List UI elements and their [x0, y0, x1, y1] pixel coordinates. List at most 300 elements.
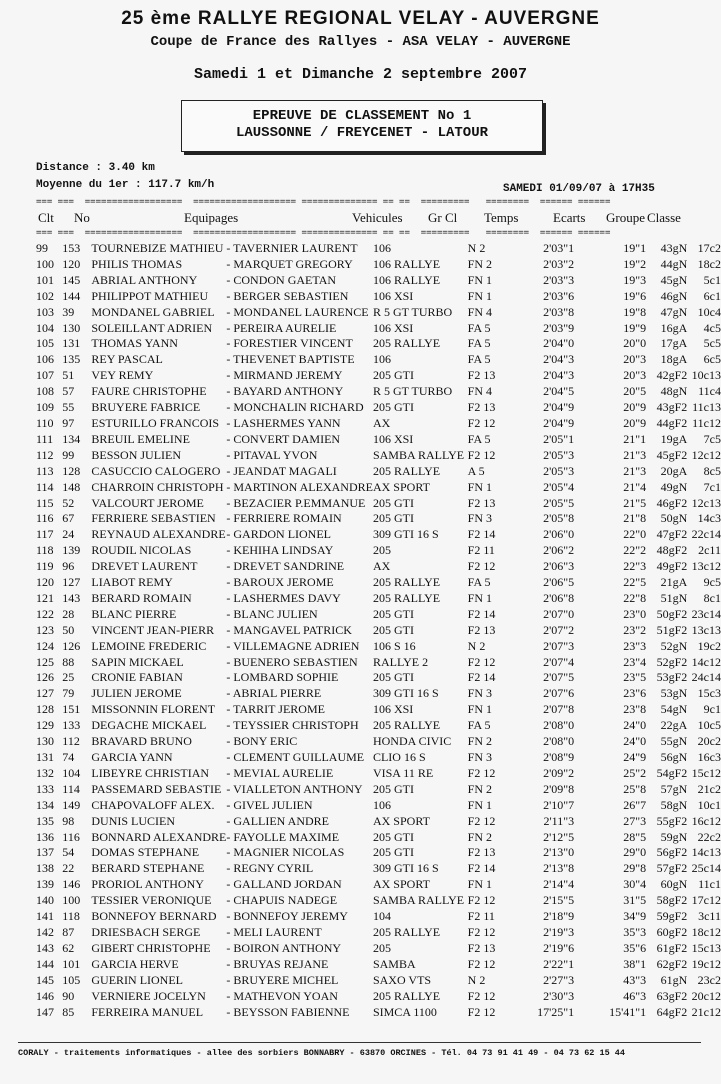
group-class-cell: FA 5	[467, 352, 491, 367]
col-crew: Equipages	[184, 210, 239, 225]
vehicle-cell: AX SPORT	[372, 813, 430, 828]
rank-cell: 127	[36, 686, 54, 701]
group-class-cell: F2 13	[467, 845, 496, 860]
vehicle-cell: CLIO 16 S	[372, 750, 426, 764]
driver-cell: PHILIPPOT MATHIEU	[91, 288, 209, 303]
time-cell: 17'25"1	[537, 1004, 575, 1019]
group-rank-cell: 17gA	[660, 336, 688, 351]
car-number-cell: 62	[62, 940, 75, 955]
time-cell: 2'22"1	[543, 956, 575, 971]
driver-cell: VALCOURT JEROME	[91, 495, 204, 510]
driver-cell: LIABOT REMY	[91, 575, 173, 590]
table-row	[36, 718, 721, 734]
car-number-cell: 146	[62, 877, 81, 892]
group-class-cell: FN 1	[467, 479, 492, 494]
time-cell: 2'09"2	[543, 765, 575, 780]
time-cell: 2'08"9	[543, 750, 575, 764]
codriver-cell: - BEZACIER P.EMMANUE	[226, 495, 366, 510]
rank-cell: 145	[36, 972, 54, 987]
vehicle-cell: 309 GTI 16 S	[372, 686, 439, 701]
rank-cell: 140	[36, 893, 54, 908]
group-class-cell: F2 14	[467, 861, 496, 876]
class-rank-cell: 16c12	[691, 813, 721, 828]
rank-cell: 119	[36, 559, 54, 574]
group-rank-cell: 47gN	[660, 304, 688, 319]
codriver-cell: - CONDON GAETAN	[226, 272, 337, 287]
gap-cell: 24"0	[623, 718, 647, 733]
class-rank-cell: 10c1	[697, 797, 721, 812]
table-row	[36, 909, 721, 925]
rank-cell: 141	[36, 909, 54, 924]
stage-route: LAUSSONNE / FREYCENET - LATOUR	[235, 125, 489, 141]
rank-cell: 135	[36, 813, 54, 828]
group-class-cell: F2 12	[467, 893, 496, 908]
group-class-cell: FN 1	[467, 272, 492, 287]
codriver-cell: - BUENERO SEBASTIEN	[226, 654, 358, 669]
codriver-cell: - GALLAND JORDAN	[226, 877, 342, 892]
table-row	[36, 782, 721, 798]
gap-cell: 22"8	[623, 590, 647, 605]
group-rank-cell: 50gF2	[656, 606, 688, 621]
group-rank-cell: 21gA	[660, 575, 688, 590]
car-number-cell: 51	[62, 368, 75, 383]
group-rank-cell: 55gN	[660, 734, 688, 749]
time-cell: 2'13"8	[543, 861, 575, 876]
car-number-cell: 90	[62, 988, 75, 1003]
group-class-cell: F2 12	[467, 559, 496, 574]
class-rank-cell: 17c12	[691, 893, 721, 908]
vehicle-cell: 205 GTI	[372, 368, 414, 383]
driver-cell: DUNIS LUCIEN	[91, 813, 176, 828]
car-number-cell: 22	[62, 861, 75, 876]
gap-cell: 30"4	[623, 877, 647, 892]
driver-cell: ESTURILLO FRANCOIS	[91, 415, 220, 430]
driver-cell: BLANC PIERRE	[91, 606, 177, 621]
gap-cell: 35"3	[623, 924, 647, 939]
group-class-cell: F2 13	[467, 495, 496, 510]
group-class-cell: FN 1	[467, 797, 492, 812]
group-class-cell: FN 3	[467, 750, 492, 764]
codriver-cell: - LOMBARD SOPHIE	[226, 670, 339, 685]
driver-cell: FAURE CHRISTOPHE	[91, 384, 207, 399]
group-rank-cell: 56gF2	[656, 845, 688, 860]
time-cell: 2'03"3	[543, 272, 575, 287]
table-row	[36, 257, 721, 273]
rank-cell: 103	[36, 304, 54, 319]
gap-cell: 28"5	[623, 829, 647, 844]
rank-cell: 111	[36, 431, 54, 446]
gap-cell: 23"5	[623, 670, 647, 685]
table-row	[36, 480, 721, 496]
group-class-cell: FA 5	[467, 320, 491, 335]
class-rank-cell: 11c1	[698, 877, 721, 892]
table-row	[36, 766, 721, 782]
group-class-cell: F2 12	[467, 765, 496, 780]
codriver-cell: - MANGAVEL PATRICK	[226, 622, 352, 637]
driver-cell: BONNARD ALEXANDRE	[91, 829, 227, 844]
codriver-cell: - BRUYAS REJANE	[226, 956, 329, 971]
group-class-cell: F2 12	[467, 924, 496, 939]
rank-cell: 109	[36, 400, 54, 415]
time-cell: 2'07"8	[543, 702, 575, 717]
group-class-cell: F2 11	[467, 909, 495, 924]
table-row	[36, 575, 721, 591]
car-number-cell: 114	[62, 781, 80, 796]
class-rank-cell: 21c12	[691, 1004, 721, 1019]
group-rank-cell: 57gF2	[656, 861, 688, 876]
class-rank-cell: 19c12	[691, 956, 721, 971]
gap-cell: 27"3	[623, 813, 647, 828]
driver-cell: VERNIERE JOCELYN	[91, 988, 206, 1003]
group-class-cell: F2 12	[467, 654, 496, 669]
time-cell: 2'03"6	[543, 288, 575, 303]
codriver-cell: - KEHIHA LINDSAY	[226, 543, 334, 558]
col-class: Classe	[647, 210, 681, 225]
codriver-cell: - BERGER SEBASTIEN	[226, 288, 349, 303]
driver-cell: BERARD STEPHANE	[91, 861, 205, 876]
driver-cell: GUERIN LIONEL	[91, 972, 184, 987]
results-table	[36, 241, 721, 1020]
car-number-cell: 105	[62, 972, 81, 987]
time-cell: 2'05"3	[543, 447, 575, 462]
class-rank-cell: 21c2	[697, 781, 721, 796]
table-row	[36, 448, 721, 464]
codriver-cell: - JEANDAT MAGALI	[226, 463, 337, 478]
group-class-cell: FN 1	[467, 590, 492, 605]
time-cell: 2'07"3	[543, 638, 575, 653]
car-number-cell: 24	[62, 527, 75, 542]
vehicle-cell: 205 GTI	[372, 622, 414, 637]
driver-cell: VINCENT JEAN-PIERR	[91, 622, 215, 637]
time-cell: 2'05"4	[543, 479, 575, 494]
rank-cell: 115	[36, 495, 54, 510]
driver-cell: BRAVARD BRUNO	[91, 734, 192, 749]
codriver-cell: - VIALLETON ANTHONY	[226, 781, 363, 796]
table-row	[36, 989, 721, 1005]
time-cell: 2'03"9	[543, 320, 575, 335]
time-cell: 2'06"8	[543, 590, 575, 605]
rank-cell: 120	[36, 575, 54, 590]
rank-cell: 131	[36, 750, 54, 764]
vehicle-cell: SIMCA 1100	[372, 1004, 437, 1019]
rank-cell: 130	[36, 734, 54, 749]
gap-cell: 31"5	[623, 893, 647, 908]
codriver-cell: - BAROUX JEROME	[226, 575, 334, 590]
driver-cell: BONNEFOY BERNARD	[91, 909, 217, 924]
gap-cell: 34"9	[623, 909, 647, 924]
car-number-cell: 148	[62, 479, 81, 494]
gap-cell: 24"9	[623, 750, 647, 764]
time-cell: 2'04"3	[543, 368, 575, 383]
group-rank-cell: 53gN	[660, 686, 688, 701]
vehicle-cell: 205 RALLYE	[372, 718, 441, 733]
group-rank-cell: 46gN	[660, 288, 688, 303]
class-rank-cell: 11c13	[692, 400, 721, 415]
gap-cell: 23"8	[623, 702, 647, 717]
vehicle-cell: 205 RALLYE	[372, 988, 441, 1003]
class-rank-cell: 6c5	[703, 352, 721, 367]
time-cell: 2'27"3	[543, 972, 575, 987]
driver-cell: BRUYERE FABRICE	[91, 400, 201, 415]
gap-cell: 23"4	[623, 654, 647, 669]
table-row	[36, 591, 721, 607]
group-rank-cell: 22gA	[660, 718, 688, 733]
group-rank-cell: 62gF2	[656, 956, 688, 971]
class-rank-cell: 17c2	[697, 241, 721, 255]
group-class-cell: FN 4	[467, 304, 492, 319]
time-cell: 2'11"3	[543, 813, 575, 828]
group-rank-cell: 49gN	[660, 479, 688, 494]
class-rank-cell: 19c2	[697, 638, 721, 653]
codriver-cell: - LASHERMES YANN	[226, 415, 341, 430]
rank-cell: 101	[36, 272, 54, 287]
group-rank-cell: 20gA	[660, 463, 688, 478]
table-row	[36, 670, 721, 686]
car-number-cell: 112	[62, 734, 80, 749]
driver-cell: REYNAUD ALEXANDRE	[91, 527, 226, 542]
vehicle-cell: 205 GTI	[372, 845, 414, 860]
vehicle-cell: VISA 11 RE	[372, 765, 434, 780]
codriver-cell: - BONY ERIC	[226, 734, 298, 749]
rank-cell: 143	[36, 940, 54, 955]
class-rank-cell: 22c14	[691, 527, 721, 542]
gap-cell: 43"3	[623, 972, 647, 987]
class-rank-cell: 10c4	[697, 304, 721, 319]
rank-cell: 113	[36, 463, 54, 478]
class-rank-cell: 5c5	[703, 336, 721, 351]
vehicle-cell: AX SPORT	[372, 877, 430, 892]
driver-cell: VEY REMY	[91, 368, 154, 383]
gap-cell: 21"5	[623, 495, 647, 510]
group-rank-cell: 50gN	[660, 511, 688, 526]
time-cell: 2'04"9	[543, 400, 575, 415]
gap-cell: 20"9	[623, 400, 647, 415]
table-row	[36, 400, 721, 416]
table-row	[36, 241, 721, 257]
table-row	[36, 289, 721, 305]
codriver-cell: - MONDANEL LAURENCE	[226, 304, 369, 319]
group-rank-cell: 61gF2	[656, 940, 688, 955]
gap-cell: 19"2	[623, 256, 647, 271]
gap-cell: 19"1	[623, 241, 647, 255]
table-row	[36, 734, 721, 750]
rank-cell: 112	[36, 447, 54, 462]
time-cell: 2'05"8	[543, 511, 575, 526]
group-class-cell: N 2	[467, 972, 486, 987]
time-cell: 2'03"1	[543, 241, 575, 255]
rank-cell: 123	[36, 622, 54, 637]
car-number-cell: 97	[62, 415, 75, 430]
group-class-cell: N 2	[467, 241, 486, 255]
group-rank-cell: 43gF2	[656, 400, 688, 415]
driver-cell: GARCIA HERVE	[91, 956, 179, 971]
stage-box	[181, 100, 543, 152]
gap-cell: 20"3	[623, 352, 647, 367]
codriver-cell: - GALLIEN ANDRE	[226, 813, 330, 828]
table-row	[36, 336, 721, 352]
gap-cell: 23"0	[623, 606, 647, 621]
table-row	[36, 432, 721, 448]
class-rank-cell: 8c1	[703, 590, 721, 605]
event-title: 25 ème RALLYE REGIONAL VELAY - AUVERGNE	[121, 8, 600, 29]
group-rank-cell: 59gF2	[656, 909, 688, 924]
rank-cell: 142	[36, 924, 54, 939]
group-class-cell: F2 14	[467, 670, 496, 685]
timestamp-label: SAMEDI 01/09/07 à 17H35	[503, 183, 655, 195]
table-row	[36, 321, 721, 337]
table-row	[36, 352, 721, 368]
group-rank-cell: 49gF2	[656, 559, 688, 574]
rank-cell: 144	[36, 956, 54, 971]
car-number-cell: 120	[62, 256, 81, 271]
codriver-cell: - PEREIRA AURELIE	[226, 320, 337, 335]
rank-cell: 110	[36, 415, 54, 430]
car-number-cell: 139	[62, 543, 81, 558]
gap-cell: 19"3	[623, 272, 647, 287]
vehicle-cell: 205	[372, 940, 391, 955]
vehicle-cell: 106 XSI	[372, 431, 414, 446]
table-row	[36, 623, 721, 639]
footer-credits: CORALY - traitements informatiques - allee des sorbiers BONNABRY - 63870 ORCINES - Tél. 04 73 91 41 49 - 04 73 62 15 44	[18, 1048, 625, 1058]
car-number-cell: 52	[62, 495, 75, 510]
gap-cell: 21"3	[623, 447, 647, 462]
vehicle-cell: 205 RALLYE	[372, 463, 441, 478]
car-number-cell: 67	[62, 511, 75, 526]
time-cell: 2'06"3	[543, 559, 575, 574]
class-rank-cell: 23c14	[691, 606, 721, 621]
class-rank-cell: 22c2	[697, 829, 721, 844]
class-rank-cell: 8c5	[703, 463, 721, 478]
class-rank-cell: 13c13	[691, 622, 721, 637]
codriver-cell: - BLANC JULIEN	[226, 606, 318, 621]
vehicle-cell: 106 XSI	[372, 702, 414, 717]
time-cell: 2'19"6	[543, 940, 575, 955]
gap-cell: 35"6	[623, 940, 647, 955]
class-rank-cell: 23c2	[697, 972, 721, 987]
driver-cell: JULIEN JEROME	[91, 686, 182, 701]
table-row	[36, 893, 721, 909]
table-row	[36, 686, 721, 702]
rank-cell: 125	[36, 654, 54, 669]
time-cell: 2'03"8	[543, 304, 575, 319]
class-rank-cell: 4c5	[703, 320, 721, 335]
group-class-cell: FN 2	[467, 734, 492, 749]
driver-cell: PHILIS THOMAS	[91, 256, 183, 271]
vehicle-cell: 205 GTI	[372, 781, 414, 796]
vehicle-cell: 309 GTI 16 S	[372, 861, 439, 876]
group-class-cell: FN 2	[467, 781, 492, 796]
class-rank-cell: 7c1	[703, 479, 721, 494]
table-row	[36, 957, 721, 973]
rank-cell: 146	[36, 988, 54, 1003]
driver-cell: DOMAS STEPHANE	[91, 845, 200, 860]
gap-cell: 22"5	[623, 575, 647, 590]
car-number-cell: 96	[62, 559, 75, 574]
rank-cell: 129	[36, 718, 54, 733]
group-class-cell: F2 12	[467, 447, 496, 462]
class-rank-cell: 6c1	[703, 288, 721, 303]
vehicle-cell: 205 RALLYE	[372, 924, 441, 939]
driver-cell: GIBERT CHRISTOPHE	[91, 940, 211, 955]
group-rank-cell: 51gF2	[656, 622, 688, 637]
vehicle-cell: 309 GTI 16 S	[372, 527, 439, 542]
codriver-cell: - TARRIT JEROME	[226, 702, 325, 717]
rank-cell: 117	[36, 527, 54, 542]
car-number-cell: 118	[62, 909, 80, 924]
codriver-cell: - ABRIAL PIERRE	[226, 686, 322, 701]
group-rank-cell: 54gF2	[656, 765, 688, 780]
event-subtitle: Coupe de France des Rallyes - ASA VELAY - AUVERGNE	[150, 34, 571, 50]
vehicle-cell: RALLYE 2	[372, 654, 429, 669]
group-rank-cell: 53gF2	[656, 670, 688, 685]
group-rank-cell: 64gF2	[656, 1004, 688, 1019]
rank-cell: 121	[36, 590, 54, 605]
car-number-cell: 101	[62, 956, 81, 971]
table-row	[36, 384, 721, 400]
footer-divider	[18, 1042, 701, 1043]
time-cell: 2'30"3	[543, 988, 575, 1003]
vehicle-cell: 106	[372, 241, 391, 255]
time-cell: 2'08"0	[543, 734, 575, 749]
codriver-cell: - MAGNIER NICOLAS	[226, 845, 345, 860]
codriver-cell: - CHAPUIS NADEGE	[226, 893, 338, 908]
vehicle-cell: 104	[372, 909, 391, 924]
class-rank-cell: 12c12	[691, 447, 721, 462]
gap-cell: 23"3	[623, 638, 647, 653]
class-rank-cell: 10c13	[691, 368, 721, 383]
rank-cell: 132	[36, 765, 54, 780]
table-row	[36, 798, 721, 814]
table-row	[36, 973, 721, 989]
car-number-cell: 104	[62, 765, 81, 780]
codriver-cell: - MONCHALIN RICHARD	[226, 400, 364, 415]
driver-cell: PASSEMARD SEBASTIE	[91, 781, 222, 796]
class-rank-cell: 12c13	[691, 495, 721, 510]
gap-cell: 25"2	[623, 765, 647, 780]
gap-cell: 29"8	[623, 861, 647, 876]
codriver-cell: - DREVET SANDRINE	[226, 559, 345, 574]
time-cell: 2'07"4	[543, 654, 575, 669]
vehicle-cell: AX	[372, 559, 391, 574]
vehicle-cell: 205 GTI	[372, 670, 414, 685]
col-time: Temps	[484, 210, 519, 225]
group-rank-cell: 54gN	[660, 702, 688, 717]
driver-cell: MONDANEL GABRIEL	[91, 304, 215, 319]
time-cell: 2'07"2	[543, 622, 575, 637]
driver-cell: SOLEILLANT ADRIEN	[91, 320, 213, 335]
time-cell: 2'04"3	[543, 352, 575, 367]
class-rank-cell: 24c14	[691, 670, 721, 685]
gap-cell: 25"8	[623, 781, 647, 796]
rank-cell: 99	[36, 241, 48, 255]
gap-cell: 19"9	[623, 320, 647, 335]
group-rank-cell: 60gF2	[656, 924, 688, 939]
gap-cell: 21"8	[623, 511, 647, 526]
rank-cell: 116	[36, 511, 54, 526]
table-row	[36, 877, 721, 893]
class-rank-cell: 18c12	[691, 924, 721, 939]
vehicle-cell: SAMBA RALLYE	[372, 447, 465, 462]
driver-cell: TESSIER VERONIQUE	[91, 893, 212, 908]
gap-cell: 29"0	[623, 845, 647, 860]
group-rank-cell: 18gA	[660, 352, 688, 367]
group-class-cell: F2 12	[467, 956, 496, 971]
car-number-cell: 25	[62, 670, 75, 685]
gap-cell: 23"2	[623, 622, 647, 637]
rank-cell: 108	[36, 384, 54, 399]
class-rank-cell: 20c2	[697, 734, 721, 749]
driver-cell: DREVET LAURENT	[91, 559, 198, 574]
